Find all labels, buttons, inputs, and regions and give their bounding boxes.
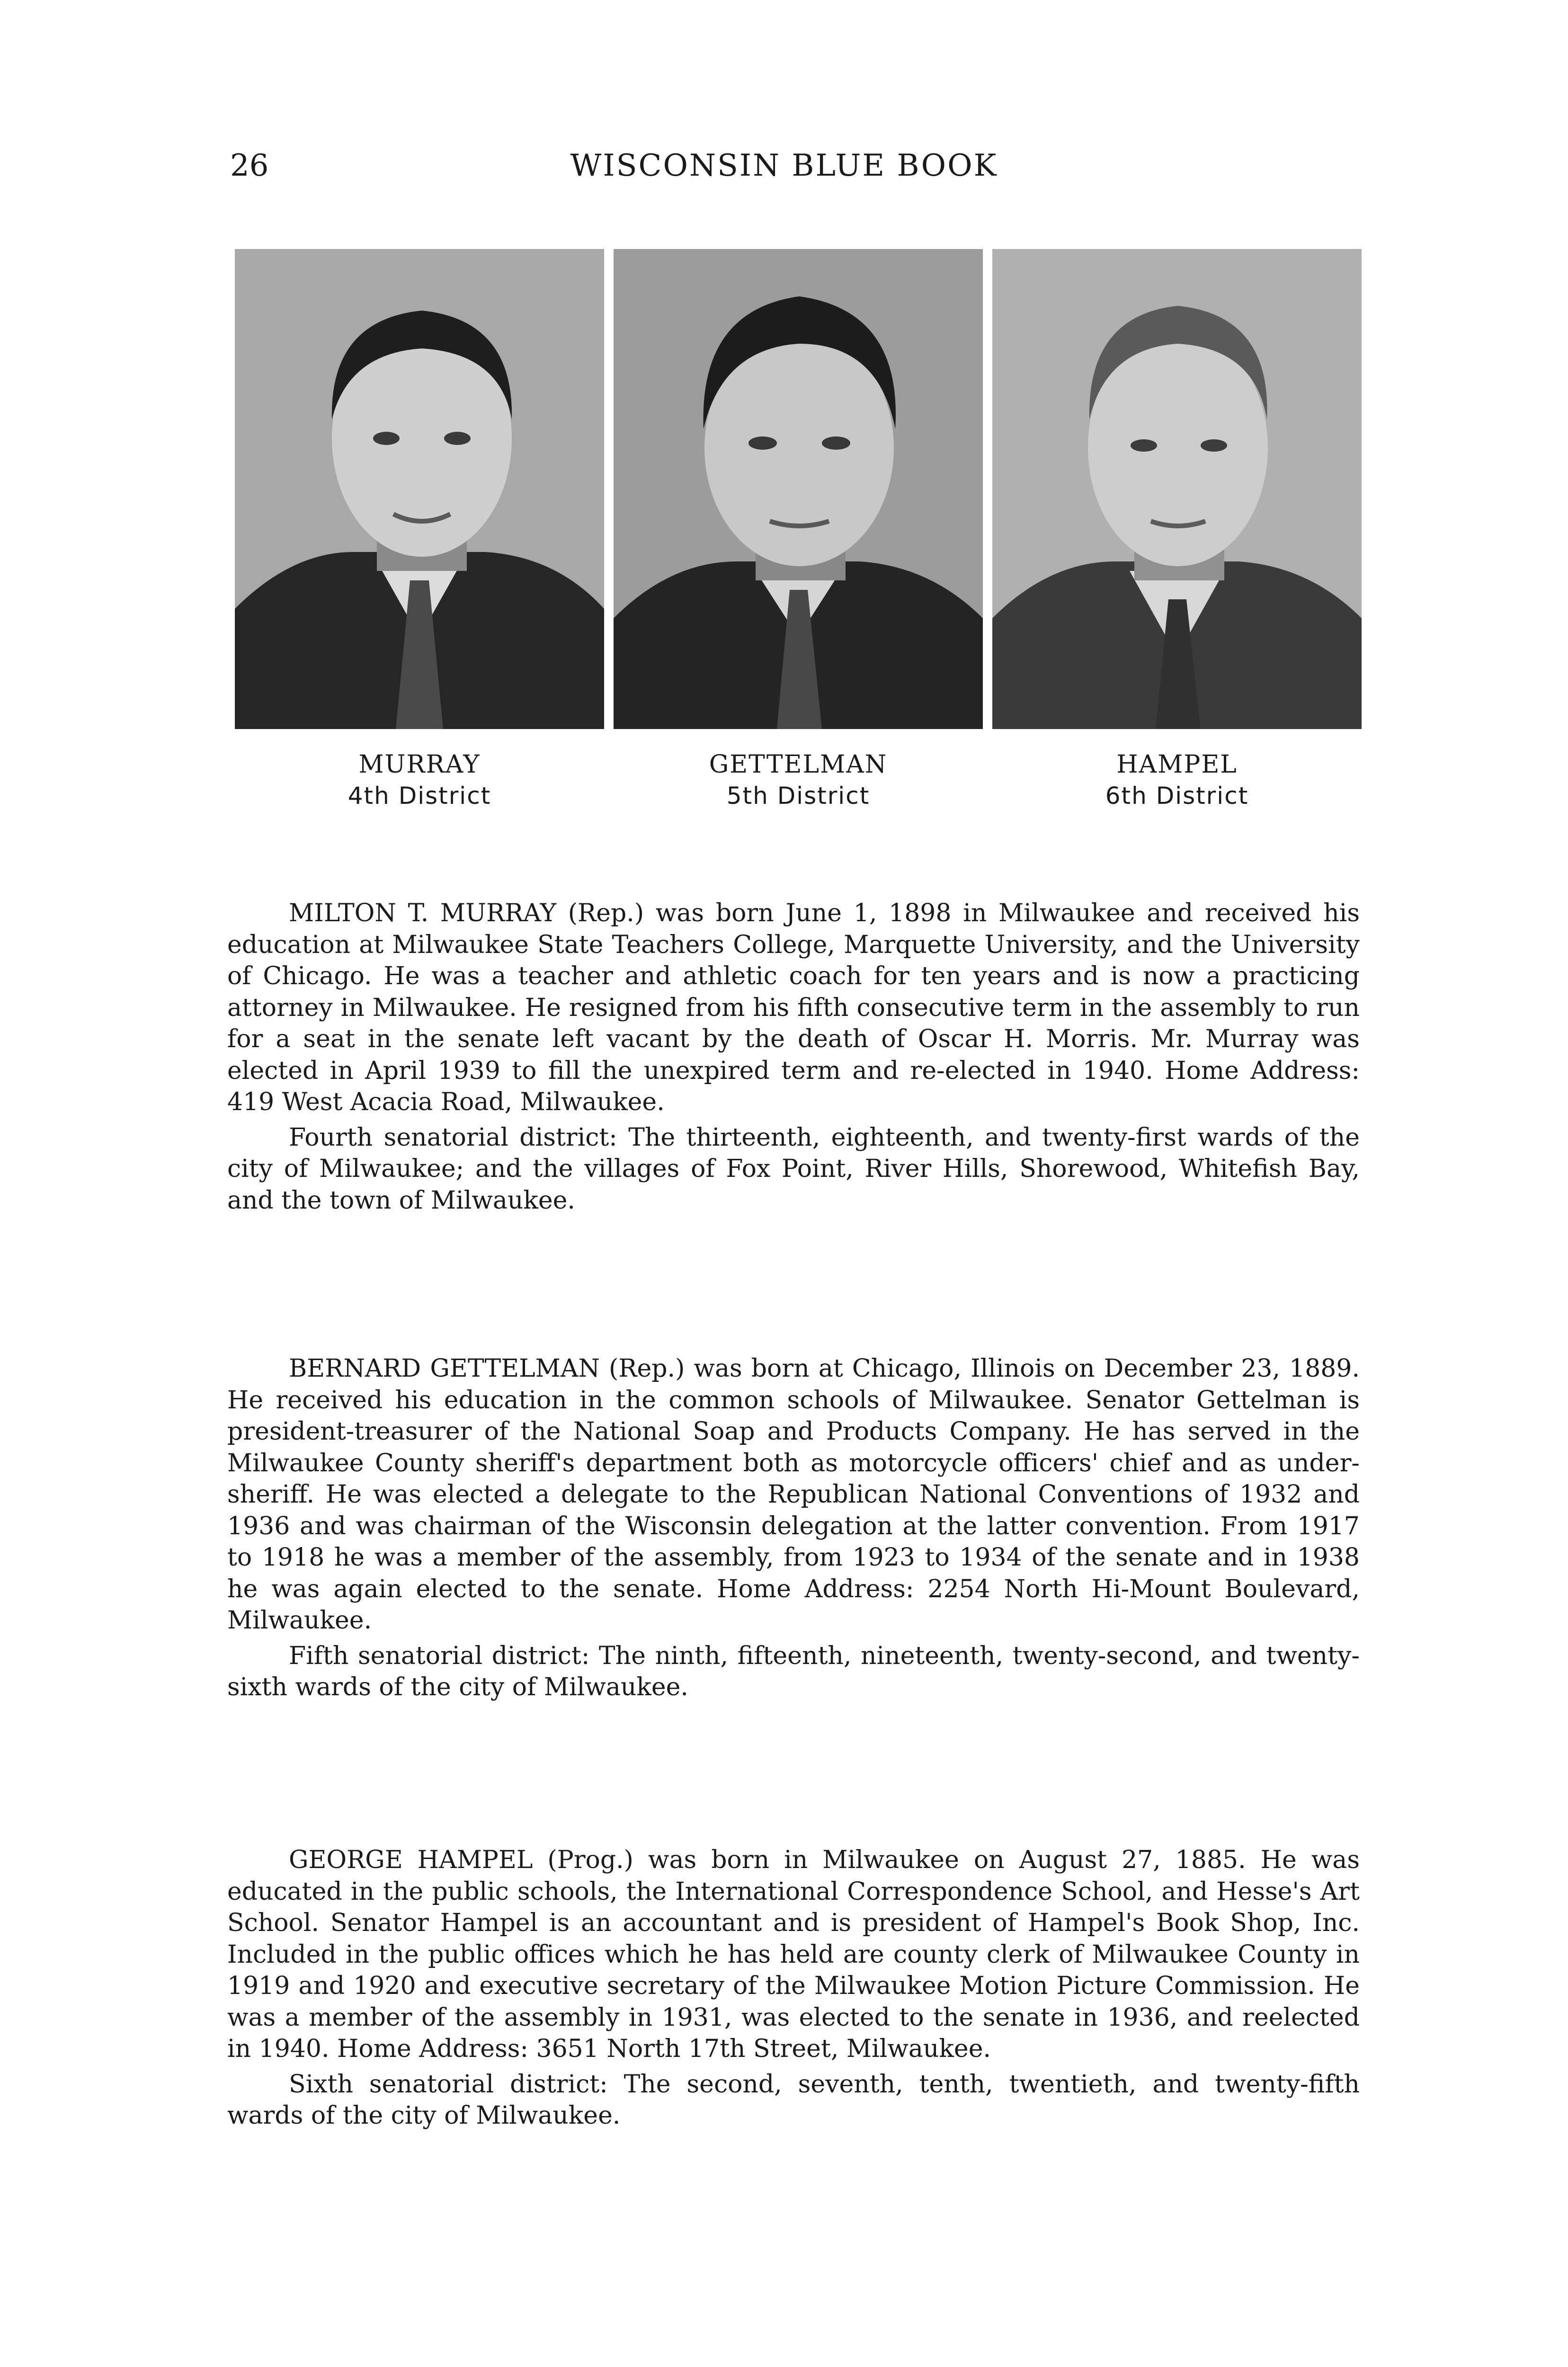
caption-district: 6th District	[1105, 782, 1249, 810]
portrait-photo-hampel	[992, 249, 1362, 729]
bio-murray	[227, 898, 1360, 1216]
caption-name: HAMPEL	[1116, 750, 1238, 779]
district-description: Fourth senatorial district: The thirteenth, eighteenth, and twenty-first wards of the city of Milwaukee; and the villages of Fox Point, River Hills, Shorewood, Whitefish Bay, and the town of Milwaukee.	[227, 1123, 1360, 1215]
bio-gettelman	[227, 1353, 1360, 1703]
bio-paragraph: BERNARD GETTELMAN (Rep.) was born at Chicago, Illinois on December 23, 1889. He received his education in the common schools of Milwaukee. Senator Gettelman is president-treasurer of the National Soap and Products Company. He has served in the Milwaukee County sheriff's department both as motorcycle officers' chief and as under-sheriff. He was elected a delegate to the Republican National Conventions of 1932 and 1936 and was chairman of the Wisconsin delegation at the latter convention. From 1917 to 1918 he was a member of the assembly, from 1923 to 1934 of the senate and in 1938 he was again elected to the senate. Home Address: 2254 North Hi-Mount Boulevard, Milwaukee.	[227, 1354, 1360, 1635]
district-description: Sixth senatorial district: The second, seventh, tenth, twentieth, and twenty-fifth wards of the city of Milwaukee.	[227, 2070, 1360, 2130]
caption-gettelman	[614, 749, 983, 811]
running-head: WISCONSIN BLUE BOOK	[570, 148, 998, 183]
bio-hampel	[227, 1844, 1360, 2132]
caption-district: 4th District	[347, 782, 491, 810]
caption-name: GETTELMAN	[709, 750, 888, 779]
portrait-photo-gettelman	[614, 249, 983, 729]
bio-paragraph: GEORGE HAMPEL (Prog.) was born in Milwaukee on August 27, 1885. He was educated in the public schools, the International Correspondence School, and Hesse's Art School. Senator Hampel is an accountant and is president of Hampel's Book Shop, Inc. Included in the public offices which he has held are county clerk of Milwaukee County in 1919 and 1920 and executive secretary of the Milwaukee Motion Picture Commission. He was a member of the assembly in 1931, was elected to the senate in 1936, and reelected in 1940. Home Address: 3651 North 17th Street, Milwaukee.	[227, 1846, 1360, 2063]
caption-hampel	[992, 749, 1362, 811]
page-number: 26	[230, 148, 269, 183]
caption-name: MURRAY	[358, 750, 481, 779]
caption-district: 5th District	[726, 782, 870, 810]
portrait-photo-murray	[235, 249, 604, 729]
caption-murray	[235, 749, 604, 811]
district-description: Fifth senatorial district: The ninth, fifteenth, nineteenth, twenty-second, and twenty-sixth wards of the city of Milwaukee.	[227, 1641, 1360, 1701]
bio-paragraph: MILTON T. MURRAY (Rep.) was born June 1, 1898 in Milwaukee and received his education at Milwaukee State Teachers College, Marquette University, and the University of Chicago. He was a teacher and athletic coach for ten years and is now a practicing attorney in Milwaukee. He resigned from his fifth consecutive term in the assembly to run for a seat in the senate left vacant by the death of Oscar H. Morris. Mr. Murray was elected in April 1939 to fill the unexpired term and re-elected in 1940. Home Address: 419 West Acacia Road, Milwaukee.	[227, 899, 1360, 1116]
